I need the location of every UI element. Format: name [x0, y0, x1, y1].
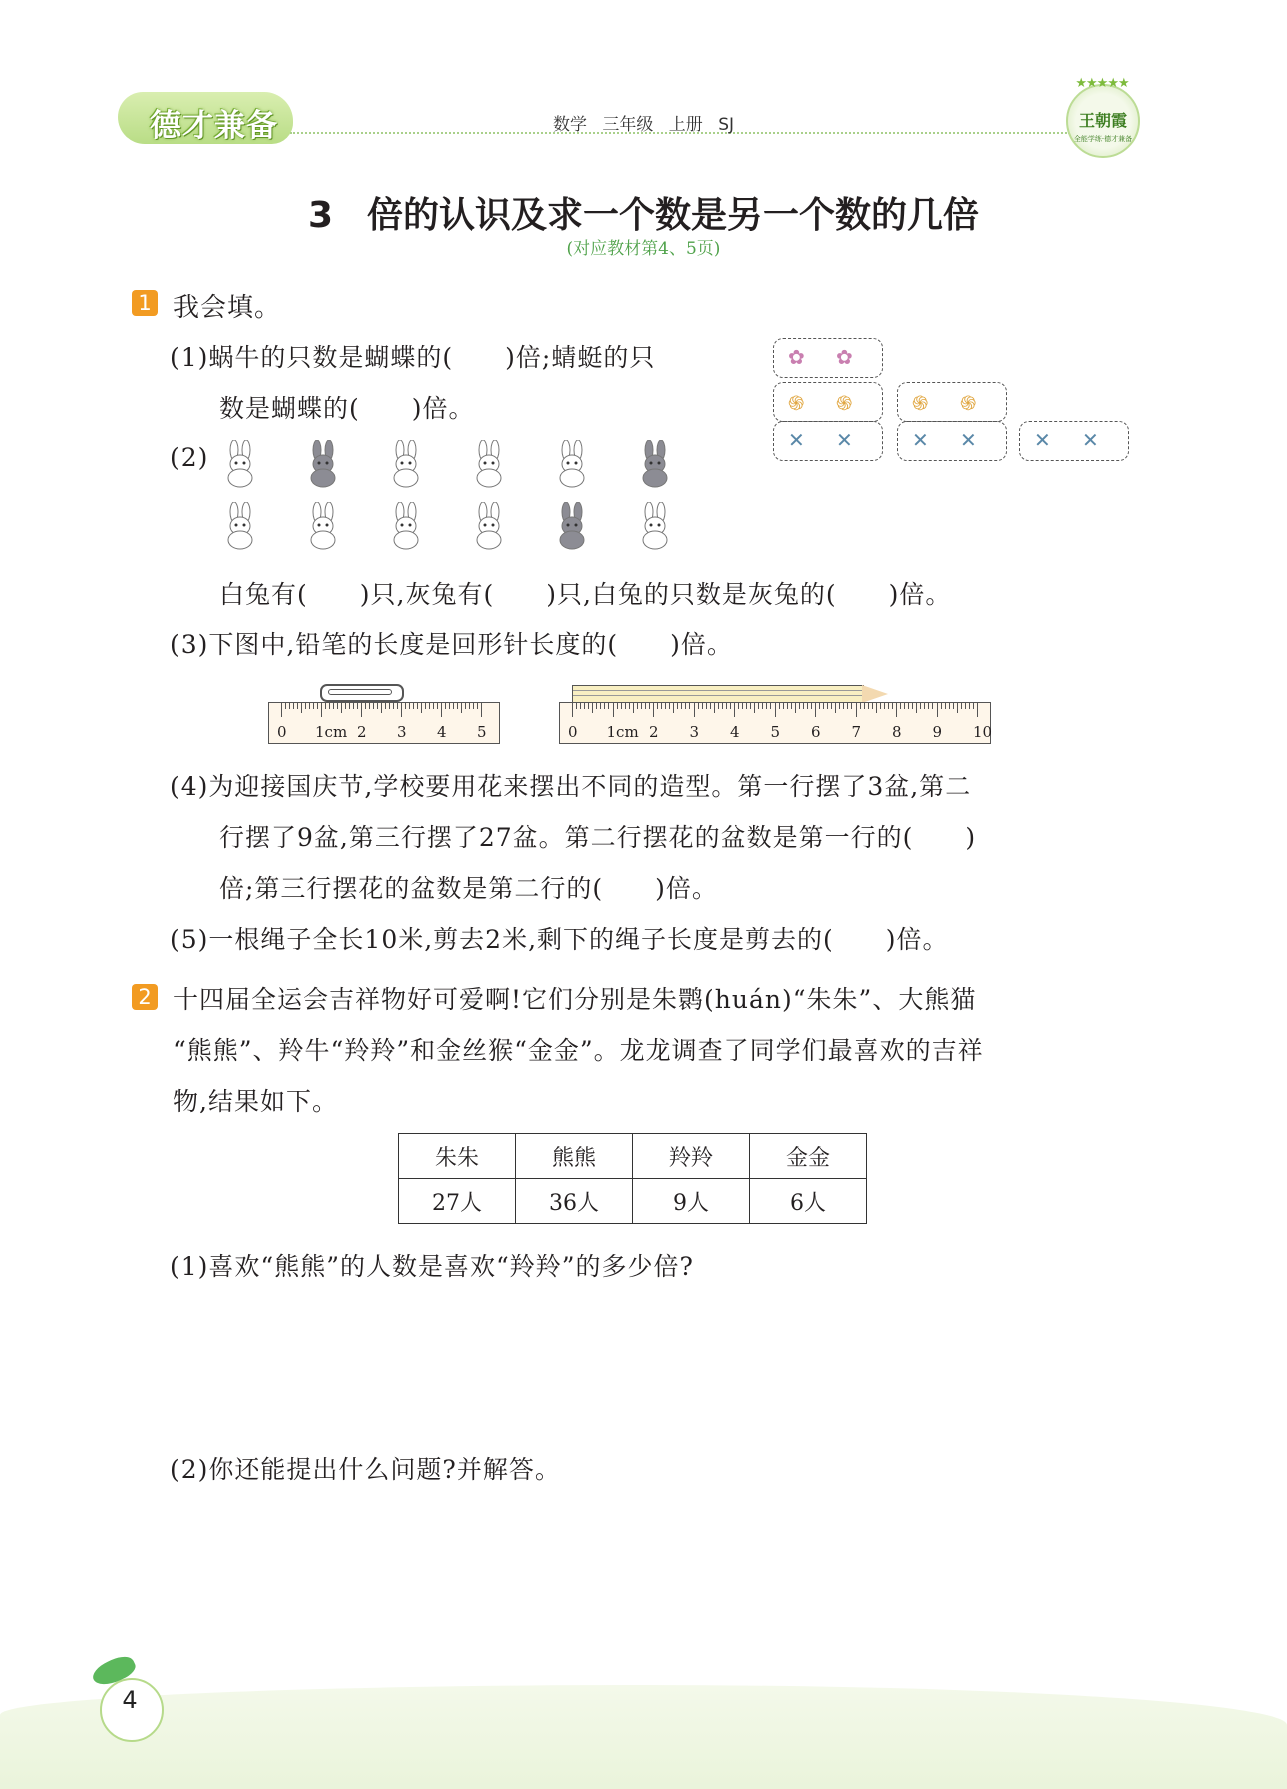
- question-number-1: 1: [132, 290, 158, 316]
- dragonfly-icon: ✕: [960, 428, 977, 452]
- ruler-tick: [661, 703, 662, 709]
- table-header-row: [399, 1134, 867, 1179]
- ruler-tick: [649, 703, 650, 709]
- ruler-tick: [900, 703, 901, 709]
- ruler-tick: [289, 703, 290, 709]
- ruler-tick: [477, 703, 478, 709]
- snail-group-1: [773, 382, 883, 422]
- ruler-tick: [766, 703, 767, 709]
- header-edition: SJ: [718, 115, 735, 135]
- ruler-tick: [860, 703, 861, 709]
- ruler-label: 10: [973, 723, 993, 741]
- ruler-tick: [417, 703, 418, 709]
- ruler-tick: [604, 703, 605, 709]
- ruler-label: 7: [851, 723, 862, 741]
- ruler-tick: [433, 703, 434, 709]
- ruler-tick: [469, 703, 470, 709]
- ruler-tick: [449, 703, 450, 709]
- ruler-tick: [301, 703, 302, 713]
- ruler-tick: [641, 703, 642, 709]
- ruler-tick: [481, 703, 482, 717]
- white-rabbit-icon: [633, 502, 677, 550]
- ruler-tick: [633, 703, 634, 713]
- ruler-tick: [588, 703, 589, 709]
- ruler-tick: [827, 703, 828, 709]
- ruler-tick: [657, 703, 658, 709]
- ruler-tick: [349, 703, 350, 709]
- dragonfly-group-1: [773, 421, 883, 461]
- butterfly-icon: ✿: [788, 345, 805, 369]
- lesson-title-text: 倍的认识及求一个数是另一个数的几倍: [367, 195, 980, 236]
- ruler-tick: [637, 703, 638, 709]
- q2-sub2: (2)你还能提出什么问题?并解答。: [170, 1455, 561, 1484]
- page-number: 4: [122, 1686, 138, 1714]
- ruler-tick: [584, 703, 585, 709]
- ruler-label: 5: [477, 723, 487, 741]
- ruler-tick: [937, 703, 938, 717]
- ruler-tick: [973, 703, 974, 709]
- ruler-tick: [405, 703, 406, 709]
- ruler-tick: [839, 703, 840, 709]
- ruler-tick: [847, 703, 848, 709]
- ruler-label: 9: [932, 723, 943, 741]
- table-row: [399, 1179, 867, 1224]
- ruler-tick: [413, 703, 414, 709]
- ruler-tick: [953, 703, 954, 709]
- ruler-tick: [811, 703, 812, 709]
- ruler-tick: [389, 703, 390, 709]
- q1-part5: (5)一根绳子全长10米,剪去2米,剩下的绳子长度是剪去的( )倍。: [170, 925, 949, 954]
- ruler-tick: [613, 703, 614, 717]
- dragonfly-icon: ✕: [788, 428, 805, 452]
- ruler-tick: [629, 703, 630, 709]
- ruler-tick: [333, 703, 334, 709]
- ruler-tick: [945, 703, 946, 709]
- ruler-tick: [293, 703, 294, 709]
- rabbit-grid: [218, 440, 688, 560]
- ruler-tick: [718, 703, 719, 709]
- ruler-tick: [694, 703, 695, 717]
- ruler-tick: [819, 703, 820, 709]
- ruler-tick: [285, 703, 286, 709]
- ruler-label: 3: [397, 723, 407, 741]
- ruler-tick: [373, 703, 374, 709]
- ruler-tick: [425, 703, 426, 709]
- ruler-tick: [746, 703, 747, 709]
- ruler-tick: [473, 703, 474, 709]
- ruler-tick: [856, 703, 857, 717]
- ruler-tick: [714, 703, 715, 713]
- ruler-tick: [904, 703, 905, 709]
- ruler-tick: [617, 703, 618, 709]
- ruler-tick: [353, 703, 354, 709]
- header-volume: 上册: [668, 115, 703, 135]
- ruler-tick: [653, 703, 654, 717]
- table-cell: 6人: [750, 1179, 867, 1224]
- ruler-tick: [381, 703, 382, 713]
- ruler-tick: [401, 703, 402, 717]
- ruler-tick: [461, 703, 462, 713]
- ruler-label: 3: [689, 723, 700, 741]
- ruler-tick: [965, 703, 966, 709]
- ruler-tick: [313, 703, 314, 709]
- ruler-tick: [698, 703, 699, 709]
- ruler-label: 2: [649, 723, 659, 741]
- q2-line2: “熊熊”、羚牛“羚羚”和金丝猴“金金”。龙龙调查了同学们最喜欢的吉祥: [173, 1036, 984, 1065]
- ruler-tick: [758, 703, 759, 709]
- ruler-tick: [835, 703, 836, 713]
- ruler-tick: [957, 703, 958, 713]
- ruler-tick: [880, 703, 881, 709]
- gray-rabbit-icon: [633, 440, 677, 488]
- ruler-label: 5: [770, 723, 781, 741]
- ruler-tick: [361, 703, 362, 717]
- ruler-tick: [807, 703, 808, 709]
- ruler-label: 1cm: [606, 723, 639, 741]
- snail-icon: ֍: [960, 391, 977, 415]
- ruler-tick: [706, 703, 707, 709]
- ruler-tick: [831, 703, 832, 709]
- ruler-tick: [317, 703, 318, 709]
- ruler-tick: [941, 703, 942, 709]
- ruler-tick: [851, 703, 852, 709]
- snail-icon: ֍: [788, 391, 805, 415]
- ruler-tick: [377, 703, 378, 709]
- table-cell: 27人: [399, 1179, 516, 1224]
- ruler-tick: [799, 703, 800, 709]
- ruler-tick: [453, 703, 454, 709]
- table-header-cell: 金金: [750, 1134, 867, 1179]
- dragonfly-icon: ✕: [1082, 428, 1099, 452]
- ruler-tick: [924, 703, 925, 709]
- lesson-number: 3: [307, 195, 334, 236]
- ruler-label: 0: [277, 723, 287, 741]
- ruler-tick: [928, 703, 929, 709]
- q1-part1-line1: (1)蜗牛的只数是蝴蝶的( )倍;蜻蜓的只: [170, 343, 656, 372]
- q2-sub1-answer-area[interactable]: [170, 1290, 1120, 1440]
- logo: 德才兼备: [150, 108, 278, 144]
- table-cell: 9人: [633, 1179, 750, 1224]
- q1-part2-label: (2): [170, 443, 209, 472]
- butterfly-group: [773, 338, 883, 378]
- ruler-label: 0: [568, 723, 578, 741]
- ruler-tick: [916, 703, 917, 713]
- dragonfly-icon: ✕: [912, 428, 929, 452]
- ruler-tick: [281, 703, 282, 717]
- snail-group-2: [897, 382, 1007, 422]
- q2-sub2-answer-area[interactable]: [170, 1495, 1120, 1665]
- table-header-cell: 熊熊: [516, 1134, 633, 1179]
- ruler-tick: [341, 703, 342, 713]
- ruler-tick: [608, 703, 609, 709]
- q1-part4-line3: 倍;第三行摆花的盆数是第二行的( )倍。: [219, 874, 718, 903]
- white-rabbit-icon: [550, 440, 594, 488]
- ruler-tick: [576, 703, 577, 709]
- q2-sub1: (1)喜欢“熊熊”的人数是喜欢“羚羚”的多少倍?: [170, 1252, 694, 1281]
- ruler-label: 6: [811, 723, 821, 741]
- ruler-tick: [369, 703, 370, 709]
- ruler-tick: [779, 703, 780, 709]
- pencil-tip-icon: [862, 685, 888, 703]
- ruler-tick: [421, 703, 422, 713]
- ruler-tick: [949, 703, 950, 709]
- badge-name: 王朝霞: [1078, 111, 1127, 130]
- ruler-tick: [908, 703, 909, 709]
- table-header-cell: 羚羚: [633, 1134, 750, 1179]
- ruler-label: 4: [730, 723, 740, 741]
- question-number-2: 2: [132, 984, 158, 1010]
- ruler-tick: [673, 703, 674, 713]
- ruler-tick: [888, 703, 889, 709]
- ruler-label: 4: [437, 723, 447, 741]
- header-grade: 三年级: [602, 115, 654, 135]
- ruler-tick: [775, 703, 776, 717]
- dragonfly-group-3: [1019, 421, 1129, 461]
- dragonfly-group-2: [897, 421, 1007, 461]
- ruler-tick: [669, 703, 670, 709]
- gray-rabbit-icon: [550, 502, 594, 550]
- textbook-reference: (对应教材第4、5页): [566, 239, 721, 259]
- ruler-long: [559, 702, 991, 744]
- ruler-tick: [734, 703, 735, 717]
- ruler-tick: [437, 703, 438, 709]
- ruler-tick: [815, 703, 816, 717]
- white-rabbit-icon: [467, 440, 511, 488]
- paperclip-icon: [320, 684, 404, 702]
- ruler-tick: [429, 703, 430, 709]
- lesson-title: [0, 187, 1287, 238]
- ruler-tick: [722, 703, 723, 709]
- pencil-icon: [572, 685, 864, 703]
- ruler-tick: [791, 703, 792, 709]
- ruler-label: 1cm: [315, 723, 348, 741]
- ruler-tick: [365, 703, 366, 709]
- butterfly-icon: ✿: [836, 345, 853, 369]
- ruler-tick: [600, 703, 601, 709]
- ruler-tick: [685, 703, 686, 709]
- ruler-tick: [787, 703, 788, 709]
- ruler-tick: [337, 703, 338, 709]
- ruler-tick: [823, 703, 824, 709]
- ruler-tick: [441, 703, 442, 717]
- white-rabbit-icon: [218, 440, 262, 488]
- ruler-tick: [803, 703, 804, 709]
- ruler-tick: [770, 703, 771, 709]
- ruler-tick: [920, 703, 921, 709]
- white-rabbit-icon: [384, 502, 428, 550]
- ruler-tick: [596, 703, 597, 709]
- q1-part3: (3)下图中,铅笔的长度是回形针长度的( )倍。: [170, 630, 733, 659]
- ruler-tick: [385, 703, 386, 709]
- ruler-tick: [321, 703, 322, 717]
- ruler-tick: [625, 703, 626, 709]
- dragonfly-icon: ✕: [836, 428, 853, 452]
- ruler-tick: [750, 703, 751, 709]
- ruler-tick: [457, 703, 458, 709]
- ruler-tick: [912, 703, 913, 709]
- ruler-tick: [677, 703, 678, 709]
- ruler-tick: [592, 703, 593, 713]
- ruler-tick: [665, 703, 666, 709]
- ruler-tick: [726, 703, 727, 709]
- ruler-tick: [754, 703, 755, 713]
- ruler-tick: [397, 703, 398, 709]
- ruler-tick: [329, 703, 330, 709]
- q2-line3: 物,结果如下。: [173, 1087, 338, 1116]
- snail-icon: ֍: [836, 391, 853, 415]
- ruler-tick: [645, 703, 646, 709]
- white-rabbit-icon: [218, 502, 262, 550]
- ruler-tick: [305, 703, 306, 709]
- ruler-tick: [783, 703, 784, 709]
- ruler-tick: [572, 703, 573, 717]
- footer-background: [0, 1685, 1287, 1789]
- ruler-tick: [795, 703, 796, 713]
- ruler-tick: [357, 703, 358, 709]
- ruler-tick: [393, 703, 394, 709]
- table-cell: 36人: [516, 1179, 633, 1224]
- q1-part2-answer: 白兔有( )只,灰兔有( )只,白兔的只数是灰兔的( )倍。: [219, 580, 952, 609]
- ruler-tick: [345, 703, 346, 709]
- ruler-label: 8: [892, 723, 902, 741]
- ruler-tick: [681, 703, 682, 709]
- ruler-short: [268, 702, 500, 744]
- question-1-heading: 我会填。: [173, 293, 282, 323]
- ruler-tick: [297, 703, 298, 709]
- ruler-tick: [932, 703, 933, 709]
- q1-part1-line2: 数是蝴蝶的( )倍。: [219, 394, 475, 423]
- ruler-tick: [961, 703, 962, 709]
- badge-stars-icon: ★★★★★: [1075, 76, 1129, 91]
- ruler-label: 2: [357, 723, 367, 741]
- header-subject: 数学: [552, 115, 587, 135]
- white-rabbit-icon: [467, 502, 511, 550]
- q1-part4-line1: (4)为迎接国庆节,学校要用花来摆出不同的造型。第一行摆了3盆,第二: [170, 772, 972, 801]
- ruler-tick: [621, 703, 622, 709]
- ruler-tick: [738, 703, 739, 709]
- ruler-tick: [876, 703, 877, 713]
- ruler-tick: [872, 703, 873, 709]
- ruler-tick: [730, 703, 731, 709]
- ruler-tick: [325, 703, 326, 709]
- ruler-tick: [868, 703, 869, 709]
- ruler-tick: [742, 703, 743, 709]
- mascot-survey-table: [398, 1133, 867, 1224]
- ruler-tick: [702, 703, 703, 709]
- ruler-tick: [689, 703, 690, 709]
- ruler-tick: [969, 703, 970, 709]
- gray-rabbit-icon: [301, 440, 345, 488]
- badge-subtext: 全能学练·德才兼备: [1073, 135, 1133, 143]
- ruler-tick: [409, 703, 410, 709]
- ruler-tick: [465, 703, 466, 709]
- ruler-tick: [884, 703, 885, 709]
- ruler-tick: [580, 703, 581, 709]
- ruler-tick: [762, 703, 763, 709]
- snail-icon: ֍: [912, 391, 929, 415]
- ruler-tick: [864, 703, 865, 709]
- ruler-tick: [309, 703, 310, 709]
- white-rabbit-icon: [384, 440, 428, 488]
- ruler-tick: [710, 703, 711, 709]
- table-header-cell: 朱朱: [399, 1134, 516, 1179]
- ruler-tick: [977, 703, 978, 717]
- ruler-tick: [896, 703, 897, 717]
- ruler-tick: [843, 703, 844, 709]
- ruler-tick: [445, 703, 446, 709]
- dragonfly-icon: ✕: [1034, 428, 1051, 452]
- q2-line1: 十四届全运会吉祥物好可爱啊!它们分别是朱鹮(huán)“朱朱”、大熊猫: [173, 985, 977, 1014]
- q1-part4-line2: 行摆了9盆,第三行摆了27盆。第二行摆花的盆数是第一行的( ): [219, 823, 977, 852]
- ruler-tick: [892, 703, 893, 709]
- white-rabbit-icon: [301, 502, 345, 550]
